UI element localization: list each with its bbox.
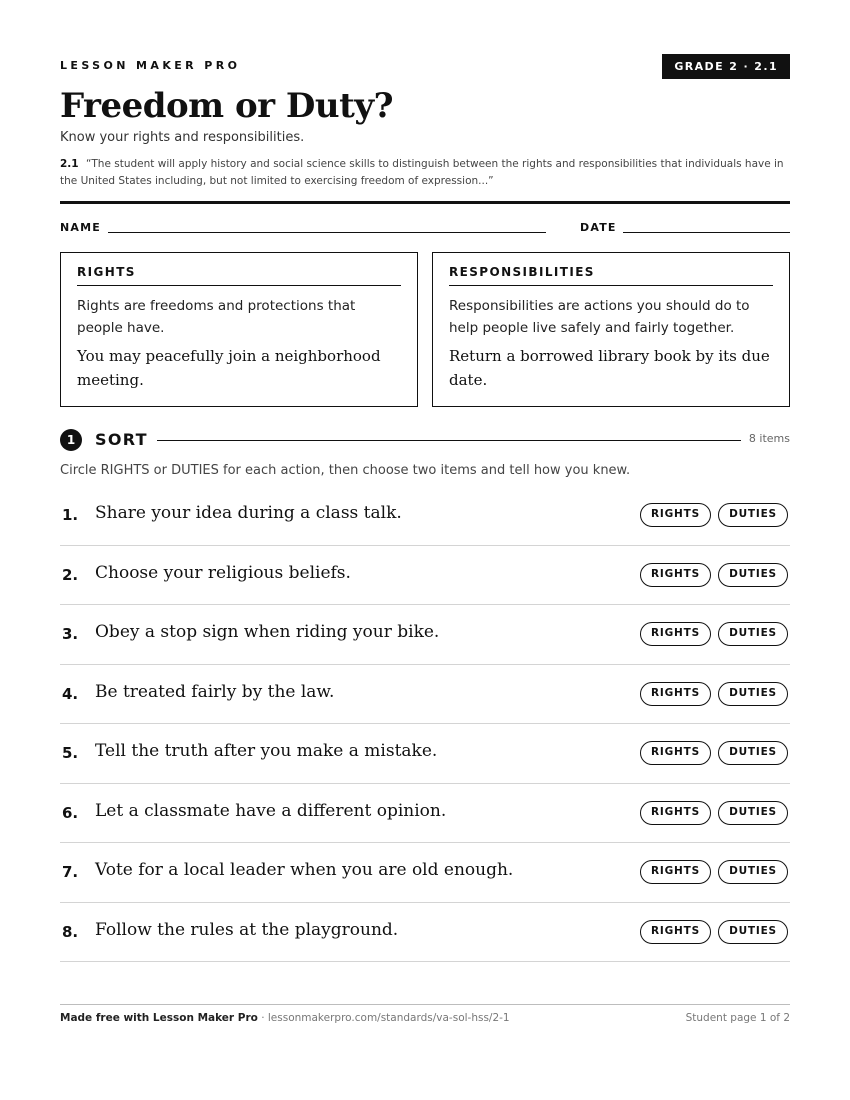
date-field[interactable] — [623, 232, 790, 233]
responsibilities-box — [432, 252, 790, 407]
list-item — [60, 784, 790, 844]
rights-choice-pill[interactable]: RIGHTS — [640, 682, 711, 706]
standard-code: 2.1 — [60, 158, 79, 170]
rights-choice-pill[interactable]: RIGHTS — [640, 563, 711, 587]
list-item — [60, 903, 790, 963]
list-item — [60, 605, 790, 665]
page-subtitle: Know your rights and responsibilities. — [60, 130, 305, 145]
item-text: Let a classmate have a different opinion. — [95, 800, 447, 821]
responsibilities-definition: Responsibilities are actions you should do to help people live safely and fairly together. — [449, 298, 750, 336]
duties-choice-pill[interactable]: DUTIES — [718, 920, 788, 944]
item-text: Choose your religious beliefs. — [95, 562, 351, 583]
list-item — [60, 486, 790, 546]
page-title: Freedom or Duty? — [60, 86, 393, 126]
rights-choice-pill[interactable]: RIGHTS — [640, 622, 711, 646]
item-number: 8. — [62, 922, 79, 941]
rights-example: You may peacefully join a neighborhood meeting. — [77, 347, 381, 389]
section-title: SORT — [95, 430, 148, 449]
item-text: Follow the rules at the playground. — [95, 919, 399, 940]
item-text: Share your idea during a class talk. — [95, 503, 402, 523]
item-text: Obey a stop sign when riding your bike. — [95, 622, 440, 642]
footer-url: · lessonmakerpro.com/standards/va-sol-hss/2-1 — [257, 1012, 510, 1024]
footer-divider — [60, 1004, 790, 1005]
list-item — [60, 843, 790, 903]
rights-definition: Rights are freedoms and protections that people have. — [77, 298, 356, 336]
item-count: 8 items — [748, 432, 790, 445]
rights-choice-pill[interactable]: RIGHTS — [640, 503, 711, 527]
item-number: 7. — [62, 863, 79, 881]
grade-badge: GRADE 2 · 2.1 — [662, 54, 790, 79]
footer — [60, 1012, 790, 1024]
duties-choice-pill[interactable]: DUTIES — [718, 741, 788, 765]
brand-name: LESSON MAKER PRO — [60, 59, 241, 72]
duties-choice-pill[interactable]: DUTIES — [718, 860, 788, 884]
top-bar — [60, 54, 790, 80]
item-number: 5. — [62, 744, 79, 762]
rights-choice-pill[interactable]: RIGHTS — [640, 741, 711, 765]
rights-choice-pill[interactable]: RIGHTS — [640, 801, 711, 825]
item-number: 1. — [62, 506, 79, 524]
item-text: Vote for a local leader when you are old enough. — [95, 860, 514, 880]
rights-heading: RIGHTS — [77, 265, 401, 286]
item-number: 6. — [62, 803, 79, 822]
name-field[interactable] — [108, 232, 546, 233]
list-item — [60, 546, 790, 606]
standard-text: “The student will apply history and social science skills to distinguish between the rights and responsibilities that individuals have in the United States including, but not limited to exercising freedom of expression...” — [60, 158, 784, 187]
list-item — [60, 665, 790, 725]
header-divider — [60, 201, 790, 204]
item-text: Be treated fairly by the law. — [95, 681, 335, 702]
duties-choice-pill[interactable]: DUTIES — [718, 503, 788, 527]
responsibilities-example: Return a borrowed library book by its due date. — [449, 347, 770, 389]
sort-section-header — [60, 428, 790, 452]
responsibilities-heading: RESPONSIBILITIES — [449, 265, 773, 286]
sort-item-list — [60, 486, 790, 962]
duties-choice-pill[interactable]: DUTIES — [718, 801, 788, 825]
duties-choice-pill[interactable]: DUTIES — [718, 682, 788, 706]
duties-choice-pill[interactable]: DUTIES — [718, 622, 788, 646]
name-label: NAME — [60, 221, 101, 234]
rights-choice-pill[interactable]: RIGHTS — [640, 860, 711, 884]
rights-choice-pill[interactable]: RIGHTS — [640, 920, 711, 944]
item-text: Tell the truth after you make a mistake. — [95, 741, 438, 761]
duties-choice-pill[interactable]: DUTIES — [718, 563, 788, 587]
item-number: 2. — [62, 565, 79, 584]
list-item — [60, 724, 790, 784]
standard-statement — [60, 156, 790, 190]
sort-instructions: Circle RIGHTS or DUTIES for each action, then choose two items and tell how you knew. — [60, 463, 631, 478]
section-divider — [157, 440, 741, 441]
name-date-row — [60, 221, 790, 237]
date-label: DATE — [580, 221, 617, 234]
page-number: Student page 1 of 2 — [685, 1012, 790, 1024]
item-number: 3. — [62, 625, 79, 643]
rights-box — [60, 252, 418, 407]
item-number: 4. — [62, 684, 79, 703]
section-number-badge: 1 — [60, 429, 82, 451]
footer-credit: Made free with Lesson Maker Pro — [60, 1012, 258, 1024]
worksheet-page — [60, 0, 790, 1100]
